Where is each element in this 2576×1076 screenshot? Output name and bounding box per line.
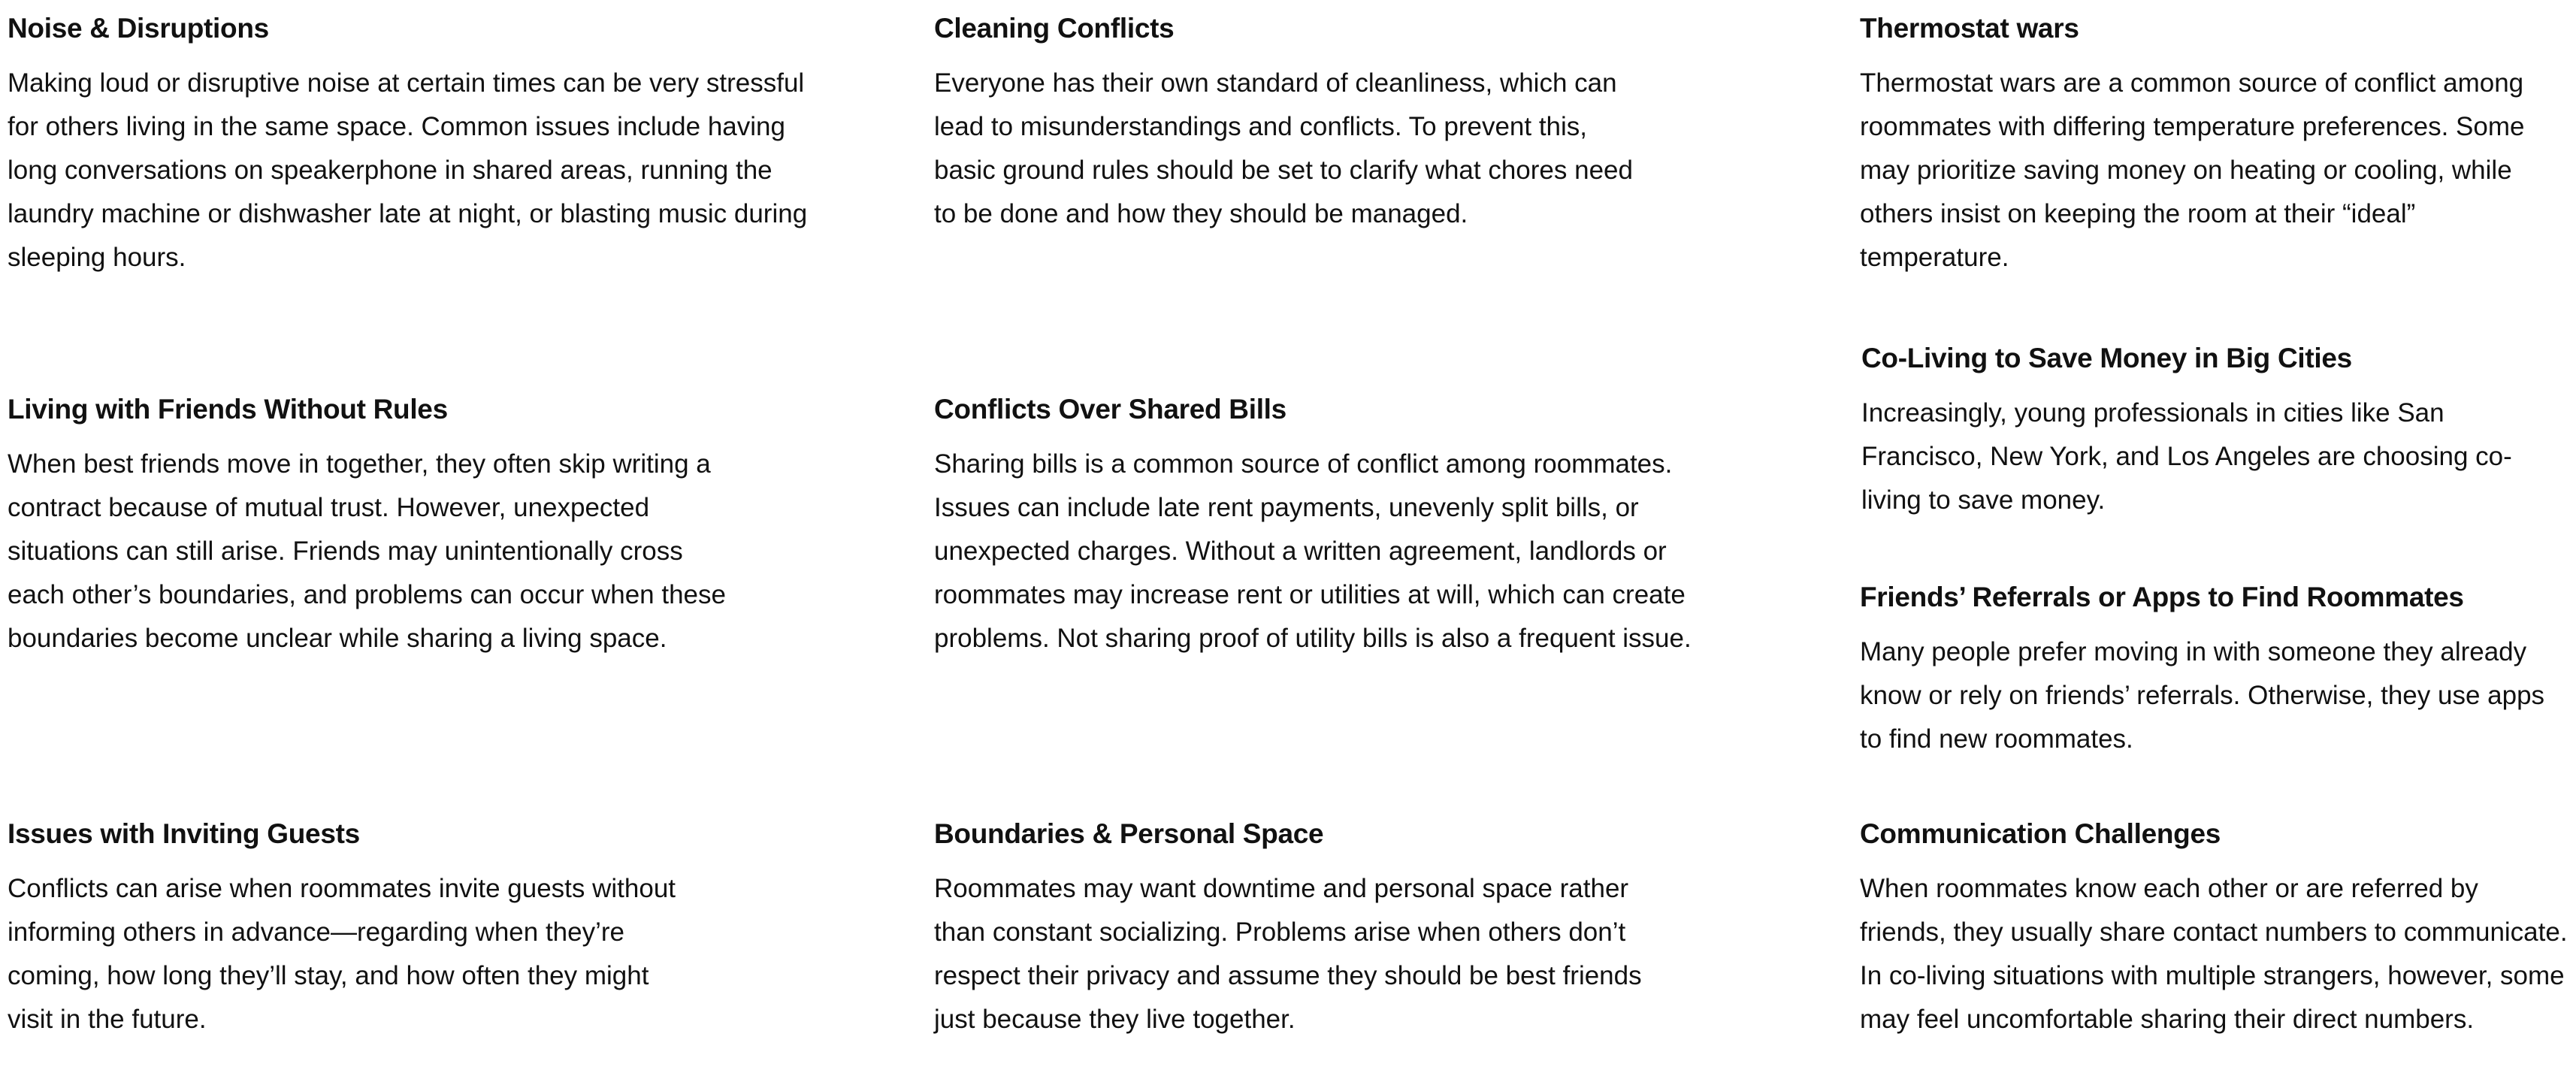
section-boundaries-personal-space xyxy=(934,818,1670,1041)
section-title: Cleaning Conflicts xyxy=(934,13,1175,44)
section-title: Communication Challenges xyxy=(1860,818,2221,849)
section-communication-challenges xyxy=(1860,818,2570,1041)
section-living-with-friends xyxy=(8,393,736,660)
section-co-living-save-money xyxy=(1861,342,2568,522)
section-body: Everyone has their own standard of cleanliness, which can lead to misunderstandings and conflicts. To prevent this, basic ground rules should be set to clarify what chores need to be done and how they should be managed. xyxy=(934,68,1633,229)
section-thermostat-wars xyxy=(1860,12,2562,280)
section-shared-bills xyxy=(934,393,1708,660)
section-title: Living with Friends Without Rules xyxy=(8,394,448,425)
section-body: Sharing bills is a common source of conflict among roommates. Issues can include late rent payments, unevenly split bills, or unexpected charges. Without a written agreement, landlords or roommates may increase rent or utilities at will, which can create problems. Not sharing proof of utility bills is also a frequent issue. xyxy=(934,449,1692,654)
section-title: Thermostat wars xyxy=(1860,13,2079,44)
section-title: Issues with Inviting Guests xyxy=(8,818,360,849)
section-friends-referrals xyxy=(1860,581,2566,761)
section-body: When best friends move in together, they often skip writing a contract because of mutual trust. However, unexpected situations can still arise. Friends may unintentionally cross each other’s boundaries, and problems can occur when these boundaries become unclear while sharing a living space. xyxy=(8,449,726,654)
section-body: Making loud or disruptive noise at certain times can be very stressful for others living in the same space. Common issues include having long conversations on speakerphone in shared areas, running the laundry machine or dishwasher late at night, or blasting music during sleeping hours. xyxy=(8,68,808,273)
section-body: Thermostat wars are a common source of conflict among roommates with differing temperature preferences. Some may prioritize saving money on heating or cooling, while others insist on keeping the room at their “ideal” temperature. xyxy=(1860,68,2525,273)
section-body: Many people prefer moving in with someone they already know or rely on friends’ referrals. Otherwise, they use apps to find new roommates. xyxy=(1860,637,2545,754)
section-body: Increasingly, young professionals in cities like San Francisco, New York, and Los Angeles are choosing co-living to save money. xyxy=(1861,398,2512,515)
section-body: Conflicts can arise when roommates invite guests without informing others in advance—regarding when they’re coming, how long they’ll stay, and how often they might visit in the future. xyxy=(8,874,676,1035)
section-title: Co-Living to Save Money in Big Cities xyxy=(1861,343,2352,373)
section-cleaning-conflicts xyxy=(934,12,1640,236)
section-title: Noise & Disruptions xyxy=(8,13,269,44)
section-body: When roommates know each other or are referred by friends, they usually share contact numbers to communicate. In co-living situations with multiple strangers, however, some may feel uncomfortable sharing their direct numbers. xyxy=(1860,874,2568,1035)
section-title: Boundaries & Personal Space xyxy=(934,818,1324,849)
section-noise-disruptions xyxy=(8,12,812,280)
section-title: Friends’ Referrals or Apps to Find Roommates xyxy=(1860,582,2464,612)
section-title: Conflicts Over Shared Bills xyxy=(934,394,1286,425)
section-body: Roommates may want downtime and personal space rather than constant socializing. Problems arise when others don’t respect their privacy and assume they should be best friends just because they live together. xyxy=(934,874,1642,1035)
section-inviting-guests xyxy=(8,818,699,1041)
